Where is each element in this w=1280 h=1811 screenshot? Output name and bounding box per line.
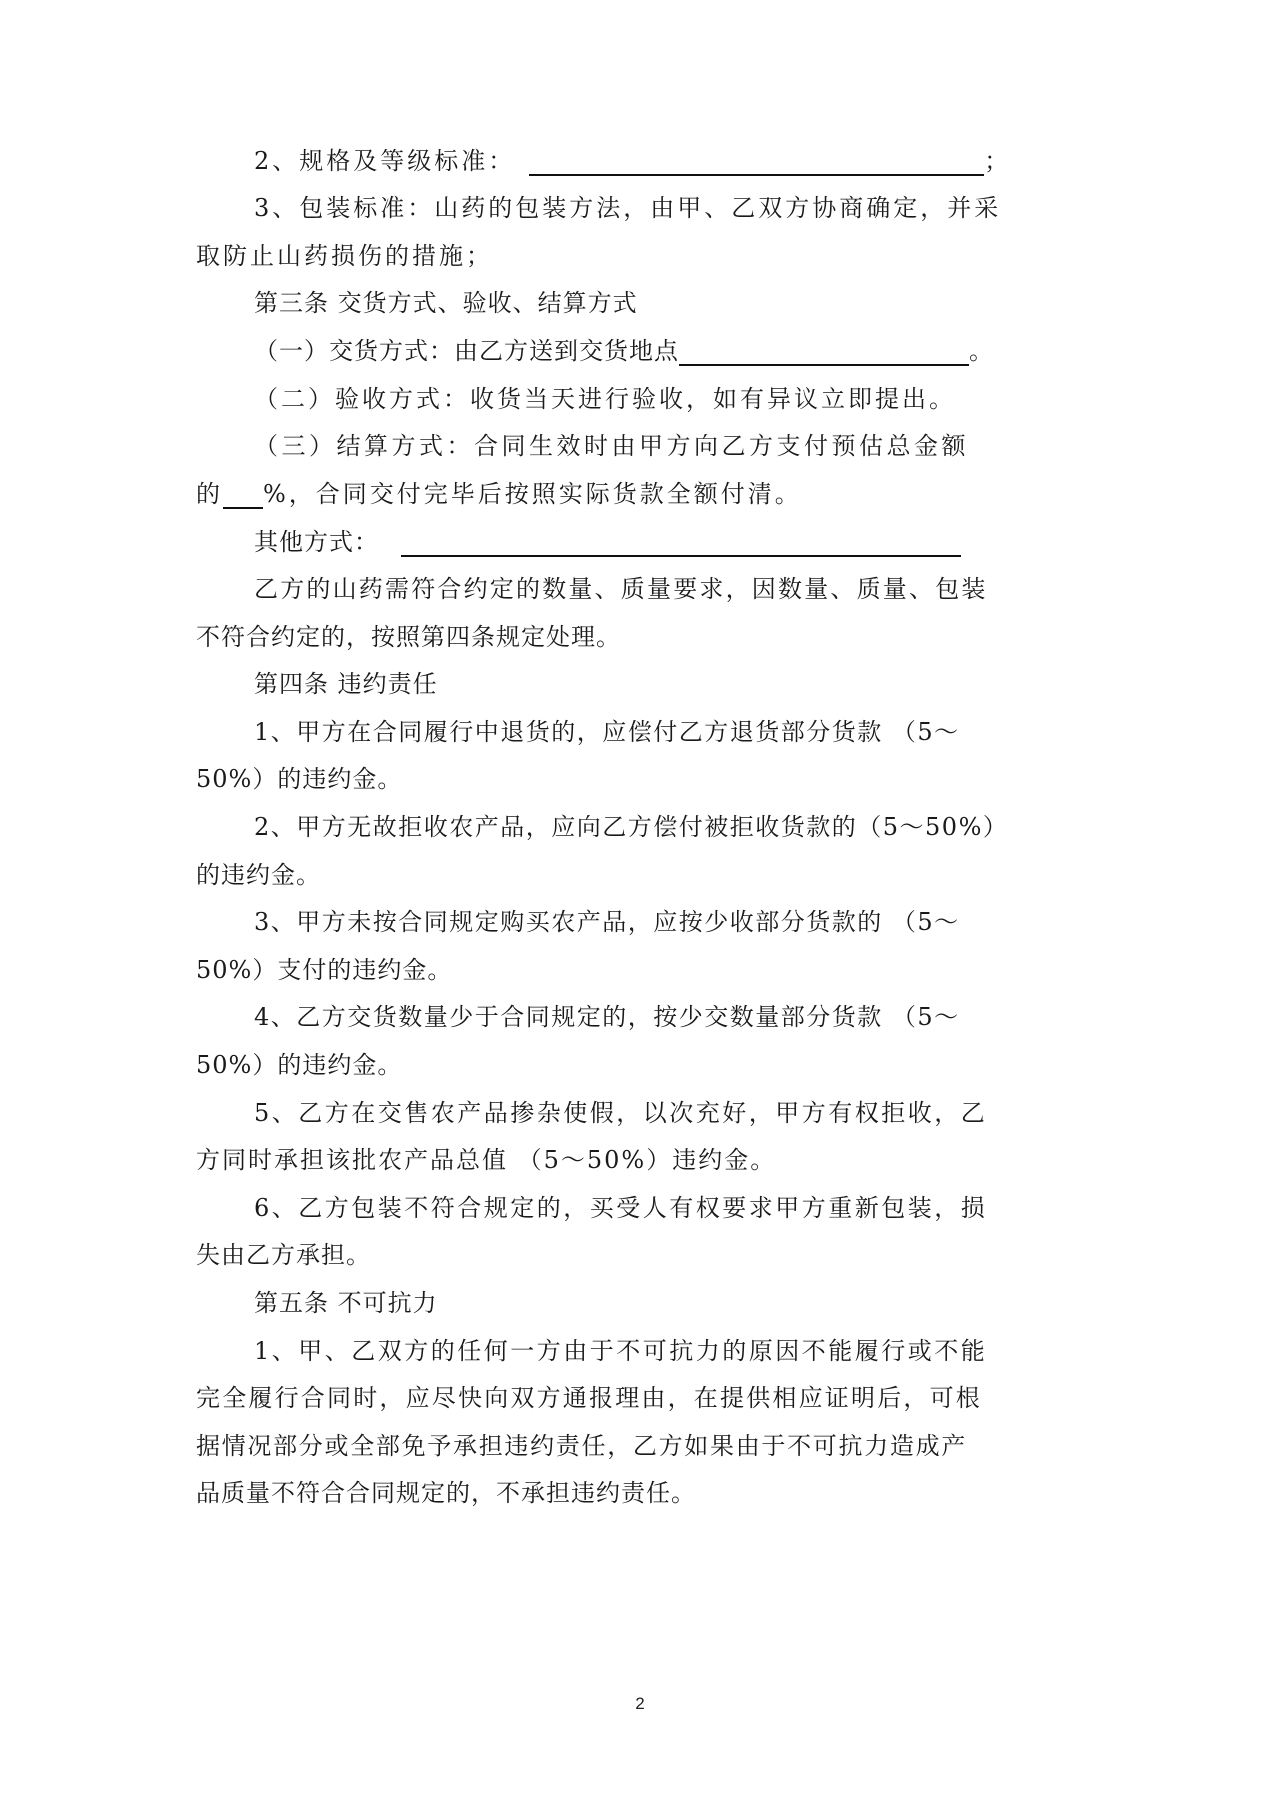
spec-standard-line: 2、规格及等级标准： ；: [254, 147, 1012, 175]
delivery-location-blank[interactable]: [679, 342, 969, 366]
breach-item-1: 1、甲方在合同履行中退货的，应偿付乙方退货部分货款 （5～: [254, 718, 960, 746]
quality-line-cont: 不符合约定的，按照第四条规定处理。: [196, 623, 621, 651]
article-3-heading: 第三条 交货方式、验收、结算方式: [254, 289, 638, 317]
spec-blank-field[interactable]: [529, 152, 984, 176]
breach-item-2: 2、甲方无故拒收农产品，应向乙方偿付被拒收货款的（5～50%）: [254, 813, 1009, 841]
force-majeure-item-1-cont1: 完全履行合同时，应尽快向双方通报理由，在提供相应证明后，可根: [196, 1384, 982, 1412]
packaging-line-cont: 取防止山药损伤的措施；: [196, 242, 493, 270]
breach-item-6: 6、乙方包装不符合规定的，买受人有权要求甲方重新包装，损: [254, 1194, 988, 1222]
force-majeure-item-1-cont2: 据情况部分或全部免予承担违约责任，乙方如果由于不可抗力造成产: [196, 1432, 967, 1460]
article-4-heading: 第四条 违约责任: [254, 670, 438, 698]
breach-item-5: 5、乙方在交售农产品掺杂使假，以次充好，甲方有权拒收，乙: [254, 1099, 988, 1127]
force-majeure-item-1: 1、甲、乙双方的任何一方由于不可抗力的原因不能履行或不能: [254, 1337, 988, 1365]
packaging-line: 3、包装标准：山药的包装方法，由甲、乙双方协商确定，并采: [254, 194, 1002, 222]
percentage-blank[interactable]: [223, 485, 263, 509]
breach-item-4-cont: 50%）的违约金。: [196, 1051, 403, 1079]
article-5-heading: 第五条 不可抗力: [254, 1289, 438, 1317]
other-method-line: 其他方式：: [254, 527, 1096, 557]
breach-item-6-cont: 失由乙方承担。: [196, 1241, 371, 1269]
breach-item-4: 4、乙方交货数量少于合同规定的，按少交数量部分货款 （5～: [254, 1003, 960, 1031]
breach-item-3: 3、甲方未按合同规定购买农产品，应按少收部分货款的 （5～: [254, 908, 960, 936]
breach-item-5-cont: 方同时承担该批农产品总值 （5～50%）违约金。: [196, 1146, 777, 1174]
breach-item-2-cont: 的违约金。: [196, 861, 321, 889]
settlement-line: （三）结算方式：合同生效时由甲方向乙方支付预估总金额: [254, 432, 969, 460]
page-number: 2: [635, 1694, 645, 1713]
acceptance-line: （二）验收方式：收货当天进行验收，如有异议立即提出。: [254, 385, 956, 413]
settlement-line-cont: 的 %，合同交付完毕后按照实际货款全额付清。: [196, 480, 802, 508]
force-majeure-item-1-cont3: 品质量不符合合同规定的，不承担违约责任。: [196, 1479, 696, 1507]
other-method-blank[interactable]: [401, 533, 961, 557]
breach-item-1-cont: 50%）的违约金。: [196, 765, 403, 793]
delivery-line: （一）交货方式：由乙方送到交货地点 。: [254, 337, 994, 365]
quality-line: 乙方的山药需符合约定的数量、质量要求，因数量、质量、包装: [254, 575, 988, 603]
breach-item-3-cont: 50%）支付的违约金。: [196, 956, 453, 984]
